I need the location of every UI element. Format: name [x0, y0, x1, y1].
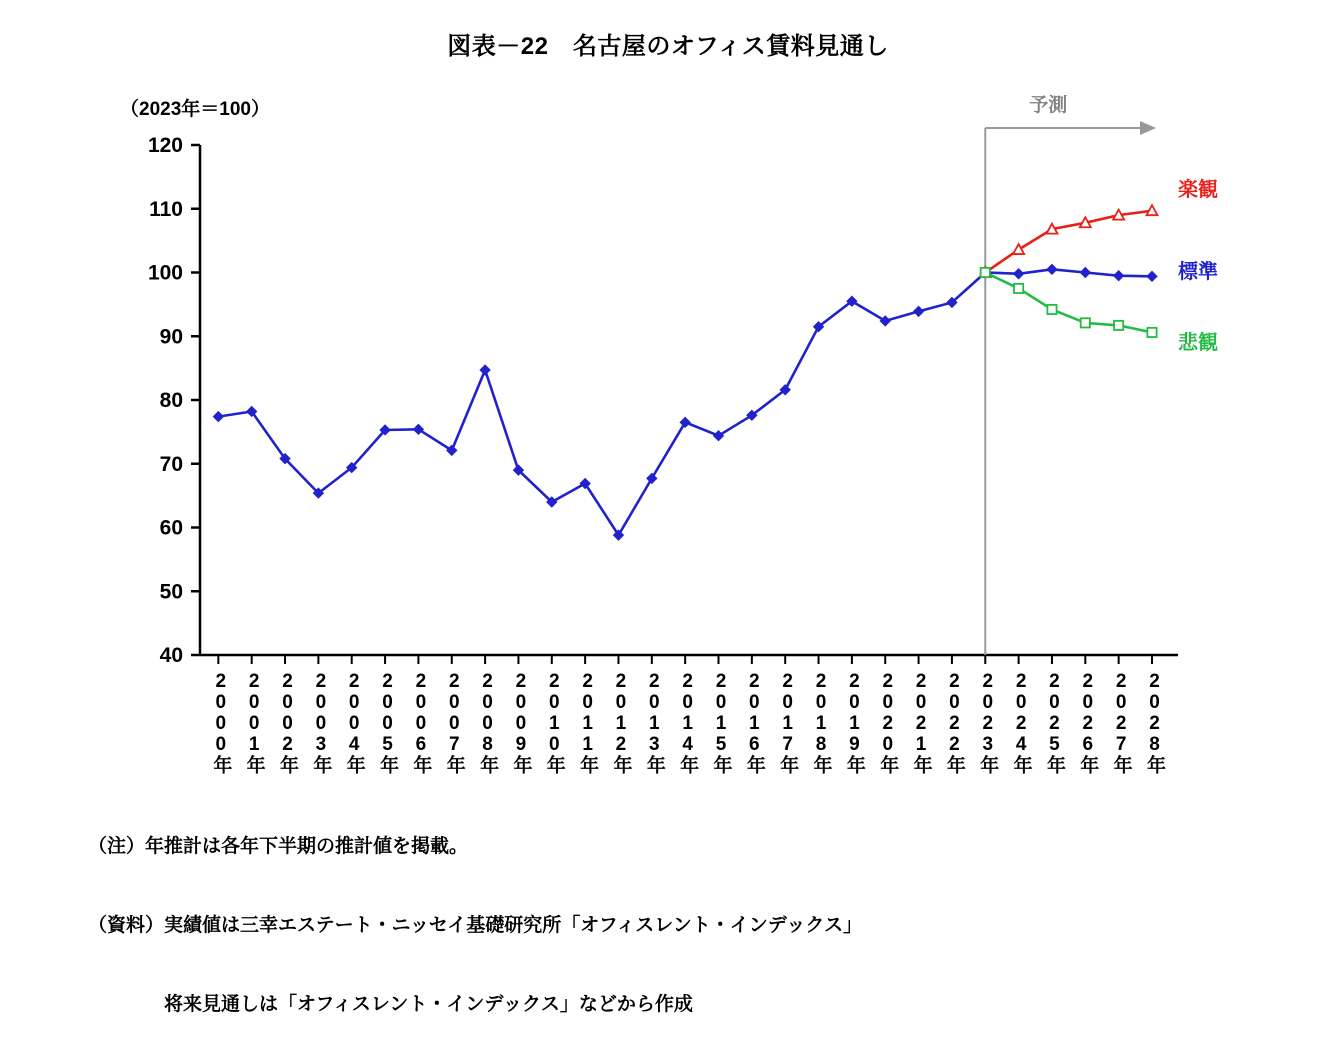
forecast-label: 予測	[1029, 95, 1068, 116]
x-tick-label: 2001年	[243, 671, 265, 774]
data-point	[914, 306, 924, 316]
x-tick-label: 2000年	[210, 671, 232, 774]
x-tick-label: 2006年	[410, 671, 432, 774]
note-line-2: （資料）実績値は三幸エステート・ニッセイ基礎研究所「オフィスレント・インデックス」	[88, 915, 863, 937]
note-line-1: （注）年推計は各年下半期の推計値を掲載。	[88, 836, 469, 858]
x-tick-label: 2024年	[1010, 671, 1032, 774]
x-tick-label: 2025年	[1043, 671, 1065, 774]
x-tick-label: 2016年	[743, 671, 765, 774]
y-tick-label: 110	[149, 197, 183, 221]
y-tick-label: 50	[159, 580, 183, 604]
y-tick-label: 60	[159, 516, 183, 540]
data-point	[1114, 271, 1124, 281]
data-point	[981, 268, 990, 277]
series-label-pessimistic: 悲観	[1178, 332, 1218, 354]
x-tick-label: 2022年	[943, 671, 965, 774]
x-tick-label: 2020年	[877, 671, 899, 774]
x-tick-label: 2010年	[543, 671, 565, 774]
x-tick-label: 2004年	[343, 671, 365, 774]
x-tick-label: 2017年	[777, 671, 799, 774]
y-tick-label: 120	[147, 134, 183, 157]
x-tick-label: 2026年	[1077, 671, 1099, 774]
data-point	[1080, 268, 1090, 278]
note-line-3: 将来見通しは「オフィスレント・インデックス」などから作成	[88, 993, 693, 1015]
data-point	[1081, 318, 1090, 327]
series-label-standard: 標準	[1178, 261, 1218, 283]
x-tick-label: 2028年	[1143, 671, 1165, 774]
y-tick-label: 80	[159, 389, 183, 412]
y-tick-label: 70	[159, 452, 183, 476]
x-tick-label: 2023年	[977, 671, 999, 774]
y-tick-label: 90	[159, 325, 183, 349]
x-tick-label: 2021年	[910, 671, 932, 774]
footnotes	[88, 782, 862, 1044]
data-point	[480, 365, 490, 375]
data-point	[1014, 284, 1023, 293]
x-tick-label: 2007年	[443, 671, 465, 774]
series-line-楽観	[985, 211, 1152, 273]
data-point	[213, 412, 223, 422]
x-tick-label: 2009年	[510, 671, 532, 774]
data-point	[1013, 244, 1024, 254]
data-point	[1047, 305, 1056, 314]
series-line-悲観	[985, 273, 1152, 333]
data-point	[1014, 269, 1024, 279]
x-tick-label: 2014年	[677, 671, 699, 774]
x-tick-label: 2027年	[1110, 671, 1132, 774]
x-tick-label: 2002年	[277, 671, 299, 774]
y-tick-label: 100	[147, 261, 183, 285]
forecast-arrow-head	[1140, 121, 1156, 135]
unit-note: （2023年＝100）	[120, 99, 270, 120]
x-tick-label: 2011年	[577, 671, 599, 774]
data-point	[1047, 264, 1057, 274]
x-tick-label: 2008年	[477, 671, 499, 774]
x-tick-label: 2005年	[377, 671, 399, 774]
x-tick-label: 2018年	[810, 671, 832, 774]
page-title: 図表－22 名古屋のオフィス賃料見通し	[447, 33, 889, 60]
series-line-標準	[218, 269, 1152, 535]
data-point	[1114, 321, 1123, 330]
x-tick-label: 2015年	[710, 671, 732, 774]
data-point	[1147, 328, 1156, 337]
data-point	[1147, 271, 1157, 281]
x-tick-label: 2013年	[643, 671, 665, 774]
y-tick-label: 40	[159, 644, 183, 667]
x-tick-label: 2019年	[843, 671, 865, 774]
series-label-optimistic: 楽観	[1178, 179, 1218, 201]
x-tick-label: 2003年	[310, 671, 332, 774]
x-tick-label: 2012年	[610, 671, 632, 774]
